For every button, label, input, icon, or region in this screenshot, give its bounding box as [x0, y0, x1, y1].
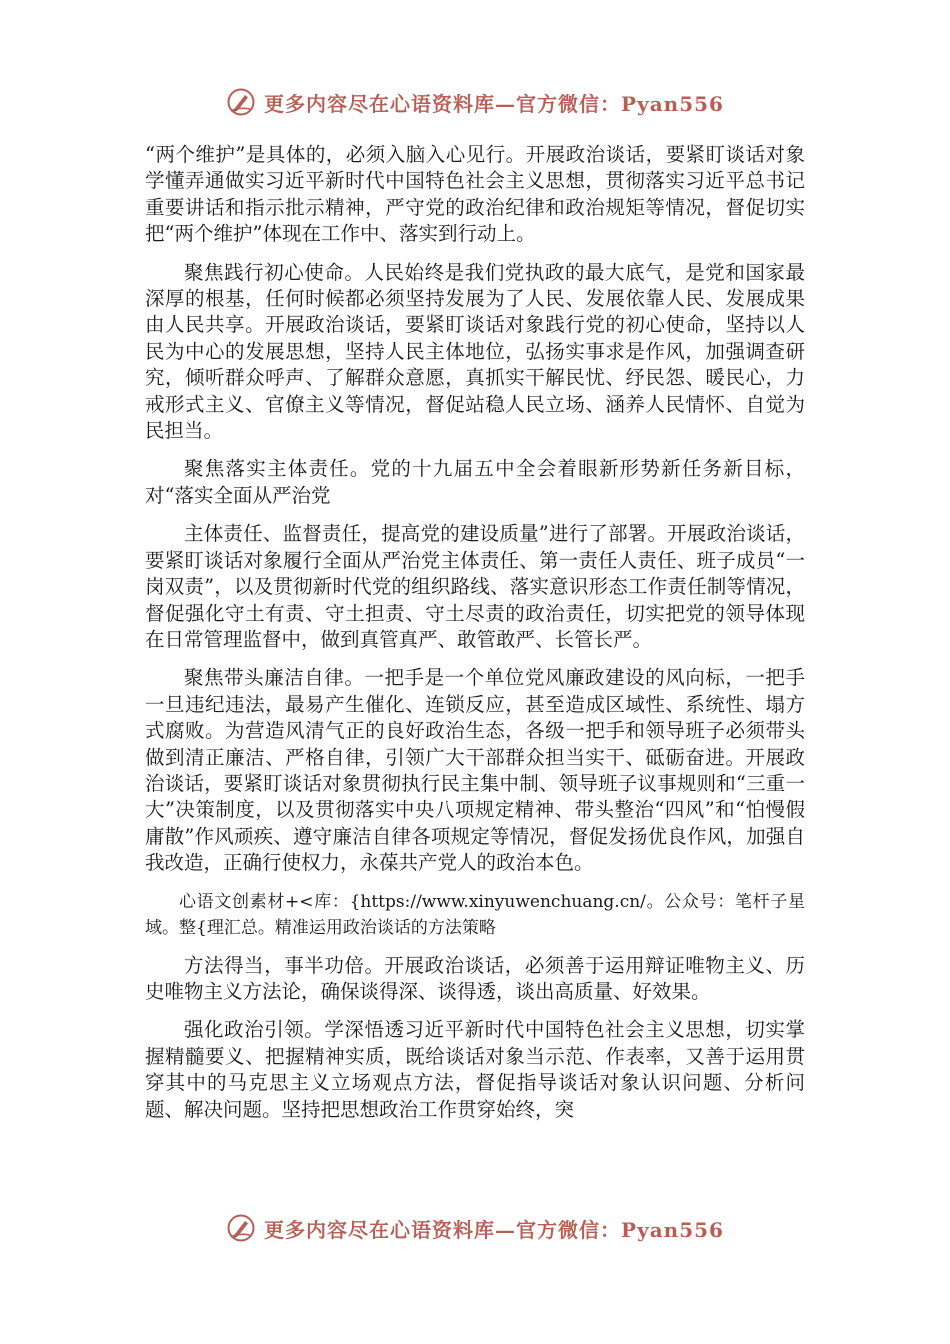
pen-logo-icon: [226, 87, 256, 117]
paragraph: 聚焦践行初心使命。人民始终是我们党执政的最大底气，是党和国家最深厚的根基，任何时候都必须坚持发展为了人民、发展依靠人民、发展成果由人民共享。开展政治谈话，要紧盯谈话对象践行党的初心使命，坚持以人民为中心的发展思想，坚持人民主体地位，弘扬实事求是作风，加强调查研究，倾听群众呼声、了解群众意愿，真抓实干解民忧、纾民怨、暖民心，力戒形式主义、官僚主义等情况，督促站稳人民立场、涵养人民情怀、自觉为民担当。: [145, 260, 805, 443]
footer-banner-text: 更多内容尽在心语资料库—官方微信：Pyan556: [264, 1217, 724, 1242]
paragraph: 强化政治引领。学深悟透习近平新时代中国特色社会主义思想，切实掌握精髓要义、把握精神实质，既给谈话对象当示范、作表率，又善于运用贯穿其中的马克思主义立场观点方法，督促指导谈话对象认识问题、分析问题、解决问题。坚持把思想政治工作贯穿始终，突: [145, 1018, 805, 1121]
document-body: [145, 142, 805, 1135]
header-banner-text: 更多内容尽在心语资料库—官方微信：Pyan556: [264, 91, 724, 116]
paragraph: 聚焦带头廉洁自律。一把手是一个单位党风廉政建设的风向标，一把手一旦违纪违法，最易产生催化、连锁反应，甚至造成区域性、系统性、塌方式腐败。为营造风清气正的良好政治生态，各级一把手和领导班子必须带头做到清正廉洁、严格自律，引领广大干部群众担当实干、砥砺奋进。开展政治谈话，要紧盯谈话对象贯彻执行民主集中制、领导班子议事规则和“三重一大”决策制度，以及贯彻落实中央八项规定精神、带头整治“四风”和“怕慢假庸散”作风顽疾、遵守廉洁自律各项规定等情况，督促发扬优良作风，加强自我改造，正确行使权力，永葆共产党人的政治本色。: [145, 666, 805, 875]
paragraph: 聚焦落实主体责任。党的十九届五中全会着眼新形势新任务新目标，对“落实全面从严治党: [145, 457, 805, 507]
header-banner: [0, 82, 950, 122]
paragraph: “两个维护”是具体的，必须入脑入心见行。开展政治谈话，要紧盯谈话对象学懂弄通做实习近平新时代中国特色社会主义思想，贯彻落实习近平总书记重要讲话和指示批示精神，严守党的政治纪律和政治规矩等情况，督促切实把“两个维护”体现在工作中、落实到行动上。: [145, 143, 805, 246]
paragraph: 主体责任、监督责任，提高党的建设质量”进行了部署。开展政治谈话，要紧盯谈话对象履行全面从严治党主体责任、第一责任人责任、班子成员“一岗双责”，以及贯彻新时代党的组织路线、落实意识形态工作责任制等情况，督促强化守土有责、守土担责、守土尽责的政治责任，切实把党的领导体现在日常管理监督中，做到真管真严、敢管敢严、长管长严。: [145, 522, 805, 651]
footer-banner: [0, 1208, 950, 1248]
pen-logo-icon: [226, 1213, 256, 1243]
paragraph: 方法得当，事半功倍。开展政治谈话，必须善于运用辩证唯物主义、历史唯物主义方法论，确保谈得深、谈得透，谈出高质量、好效果。: [145, 953, 805, 1003]
source-note-paragraph: 心语文创素材+<库：{https://www.xinyuwenchuang.cn/。公众号：笔杆子星域。整{理汇总。精准运用政治谈话的方法策略: [145, 891, 805, 938]
